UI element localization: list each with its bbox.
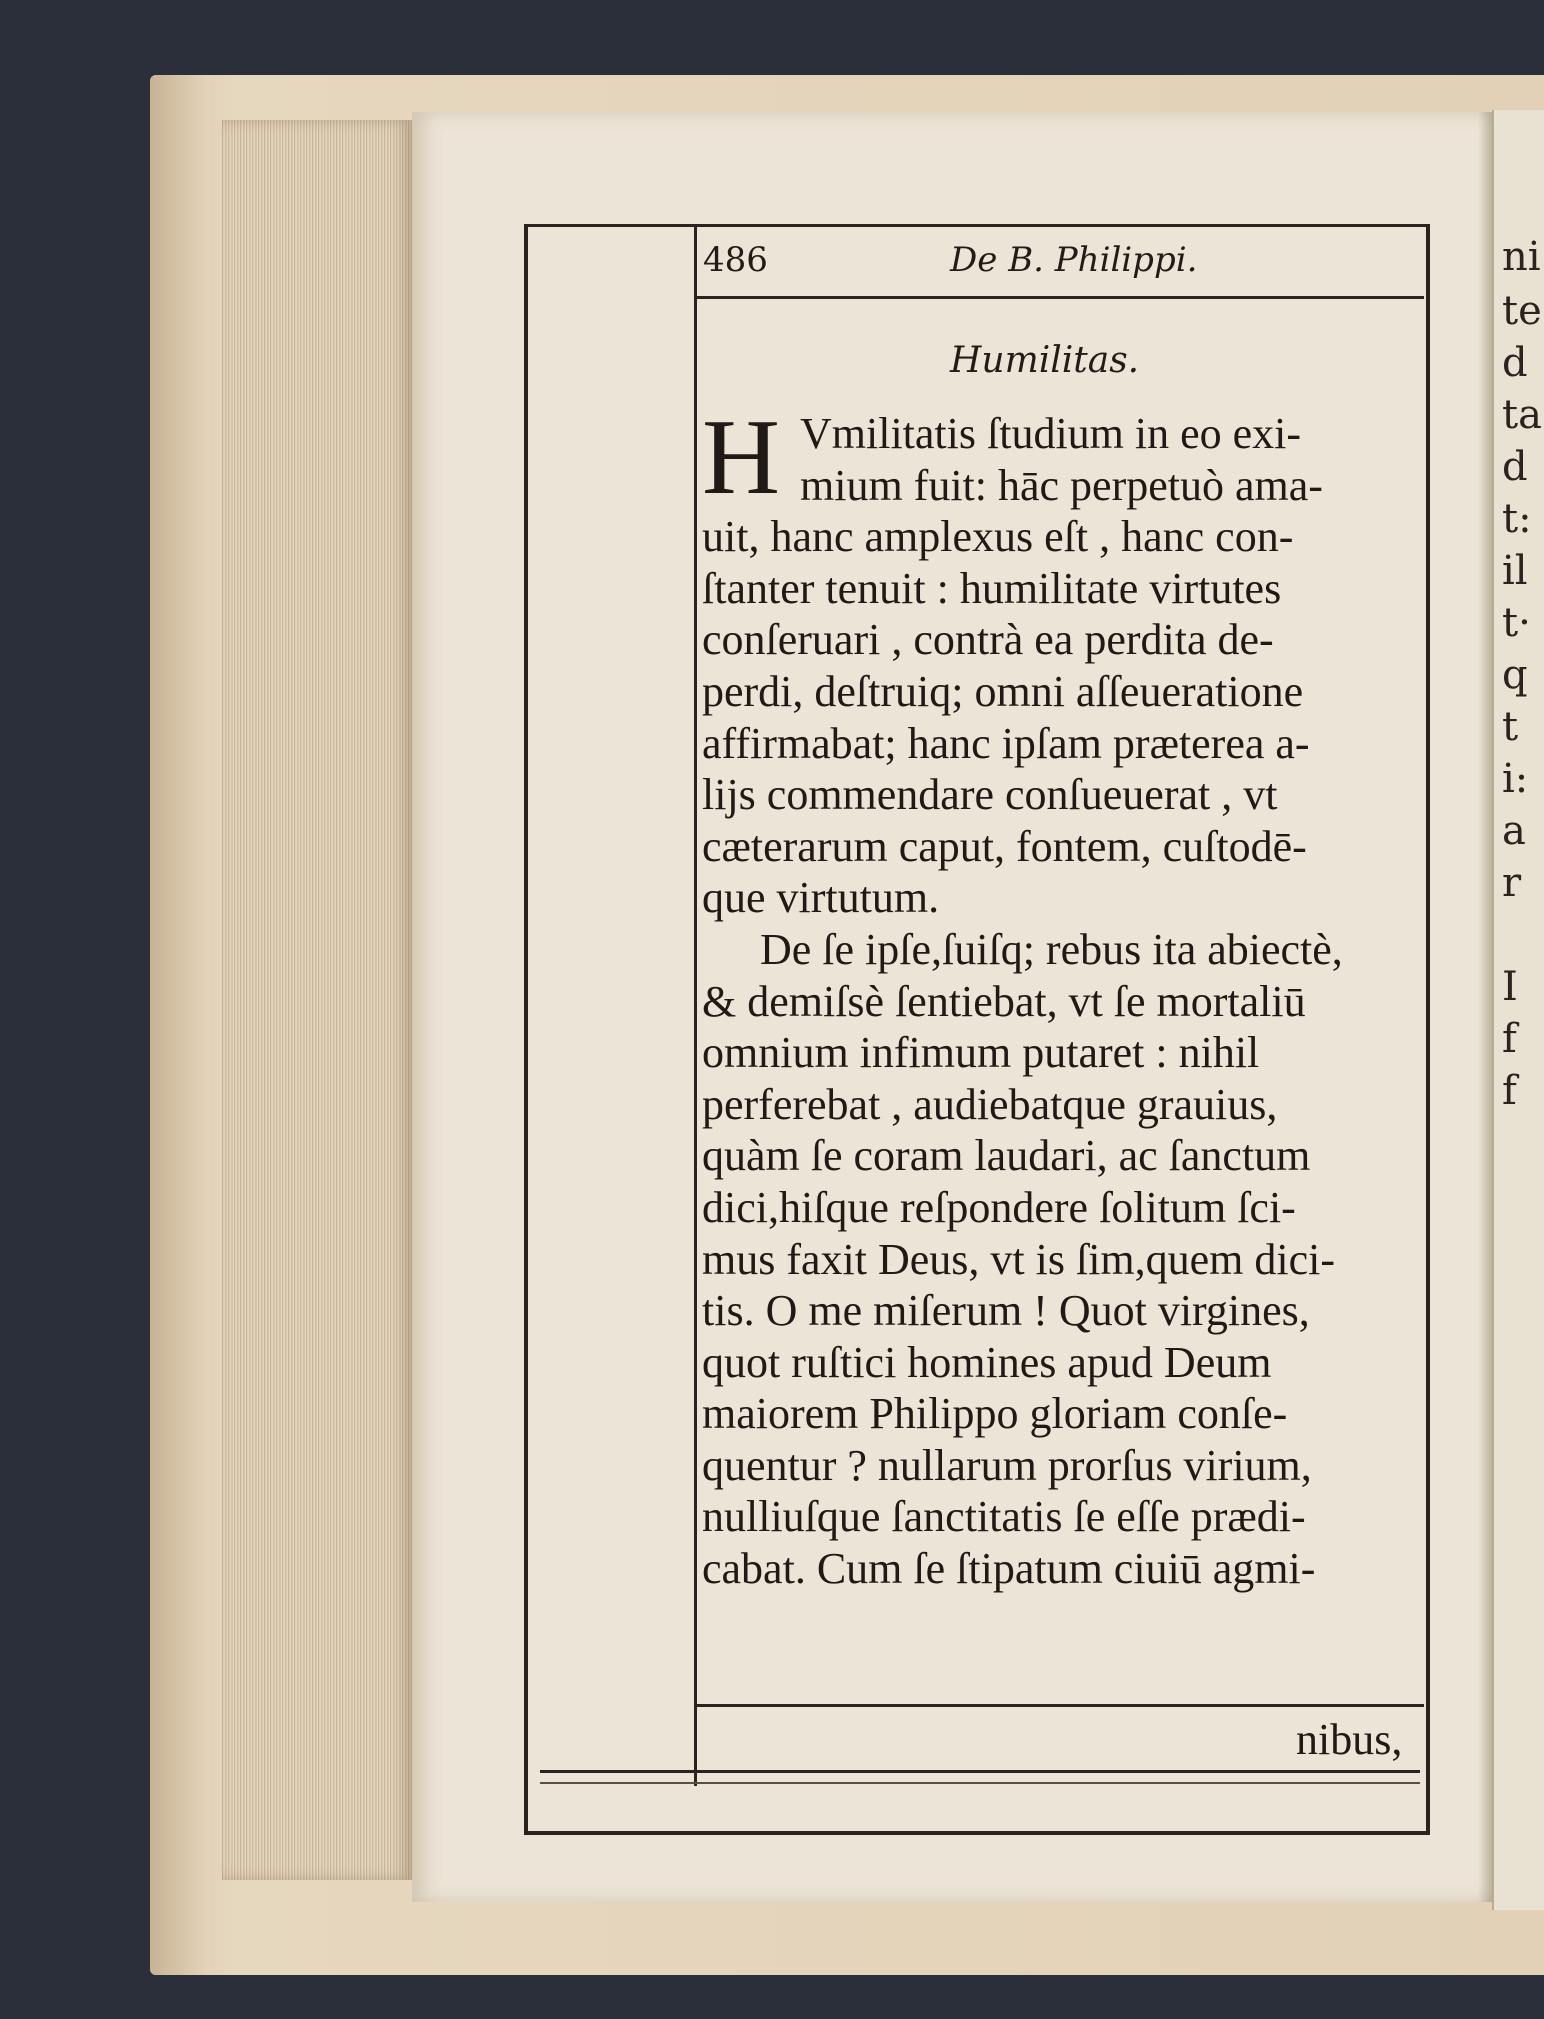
text-line: quot ruſtici homines apud Deum xyxy=(702,1337,1272,1387)
facing-line: t· xyxy=(1502,600,1531,646)
bottom-rule-thin xyxy=(540,1782,1420,1784)
facing-line: il xyxy=(1502,548,1528,594)
section-title: Humilitas. xyxy=(950,340,1140,381)
facing-line: q xyxy=(1502,652,1528,698)
text-line: mium fuit: hāc perpetuò ama- xyxy=(800,460,1323,510)
facing-line: te xyxy=(1502,288,1542,334)
text-line: quàm ſe coram laudari, ac ſanctum xyxy=(702,1131,1311,1181)
footer-rule xyxy=(697,1704,1424,1707)
facing-line: d xyxy=(1502,444,1528,490)
text-line: mus faxit Deus, vt is ſim,quem dici- xyxy=(702,1234,1336,1284)
drop-cap: H xyxy=(702,398,780,517)
text-line: De ſe ipſe,ſuiſq; rebus ita abiectè, xyxy=(760,924,1343,974)
text-line: uit, hanc amplexus eſt , hanc con- xyxy=(702,512,1294,562)
body-text xyxy=(702,398,1420,1595)
text-line: ſtanter tenuit : humilitate virtutes xyxy=(702,563,1282,613)
page-number: 486 xyxy=(703,240,768,280)
text-line: lijs commendare conſueuerat , vt xyxy=(702,770,1278,820)
facing-line: ni xyxy=(1502,234,1541,280)
text-line: que virtutum. xyxy=(702,873,940,923)
facing-line: t: xyxy=(1502,496,1532,542)
text-line: perdi, deſtruiq; omni aſſeueratione xyxy=(702,666,1304,716)
frame-inner-rule xyxy=(694,226,697,1786)
text-line: cabat. Cum ſe ſtipatum ciuiū agmi- xyxy=(702,1544,1316,1594)
facing-line: r xyxy=(1502,860,1522,906)
book-spine xyxy=(150,75,210,1975)
text-line: affirmabat; hanc ipſam præterea a- xyxy=(702,718,1310,768)
text-line: quentur ? nullarum prorſus virium, xyxy=(702,1440,1312,1490)
text-line: dici,hiſque reſpondere ſolitum ſci- xyxy=(702,1182,1296,1232)
facing-line: d xyxy=(1502,340,1528,386)
text-line: maiorem Philippo gloriam conſe- xyxy=(702,1389,1288,1439)
text-line: omnium infimum putaret : nihil xyxy=(702,1028,1260,1078)
text-line: tis. O me miſerum ! Quot virgines, xyxy=(702,1286,1310,1336)
facing-line: I xyxy=(1502,964,1518,1010)
catchword: nibus, xyxy=(1296,1715,1403,1764)
facing-line: a xyxy=(1502,808,1526,854)
text-line: cæterarum caput, fontem, cuſtodē- xyxy=(702,821,1307,871)
text-line: perferebat , audiebatque grauius, xyxy=(702,1079,1278,1129)
text-line: & demiſsè ſentiebat, vt ſe mortaliū xyxy=(702,976,1306,1026)
facing-line: f xyxy=(1502,1016,1517,1062)
bottom-rule xyxy=(540,1770,1420,1773)
text-line: Vmilitatis ſtudium in eo exi- xyxy=(800,409,1302,458)
page-edges xyxy=(222,120,412,1880)
header-rule xyxy=(697,296,1424,299)
facing-line: t xyxy=(1502,704,1519,750)
running-head: De B. Philippi. xyxy=(950,240,1198,280)
facing-line: i: xyxy=(1502,756,1529,802)
text-line: nulliuſque ſanctitatis ſe eſſe prædi- xyxy=(702,1492,1306,1542)
facing-line: ta xyxy=(1502,392,1542,438)
facing-page xyxy=(1492,110,1544,1910)
text-line: conſeruari , contrà ea perdita de- xyxy=(702,615,1274,665)
facing-line: f xyxy=(1502,1068,1517,1114)
